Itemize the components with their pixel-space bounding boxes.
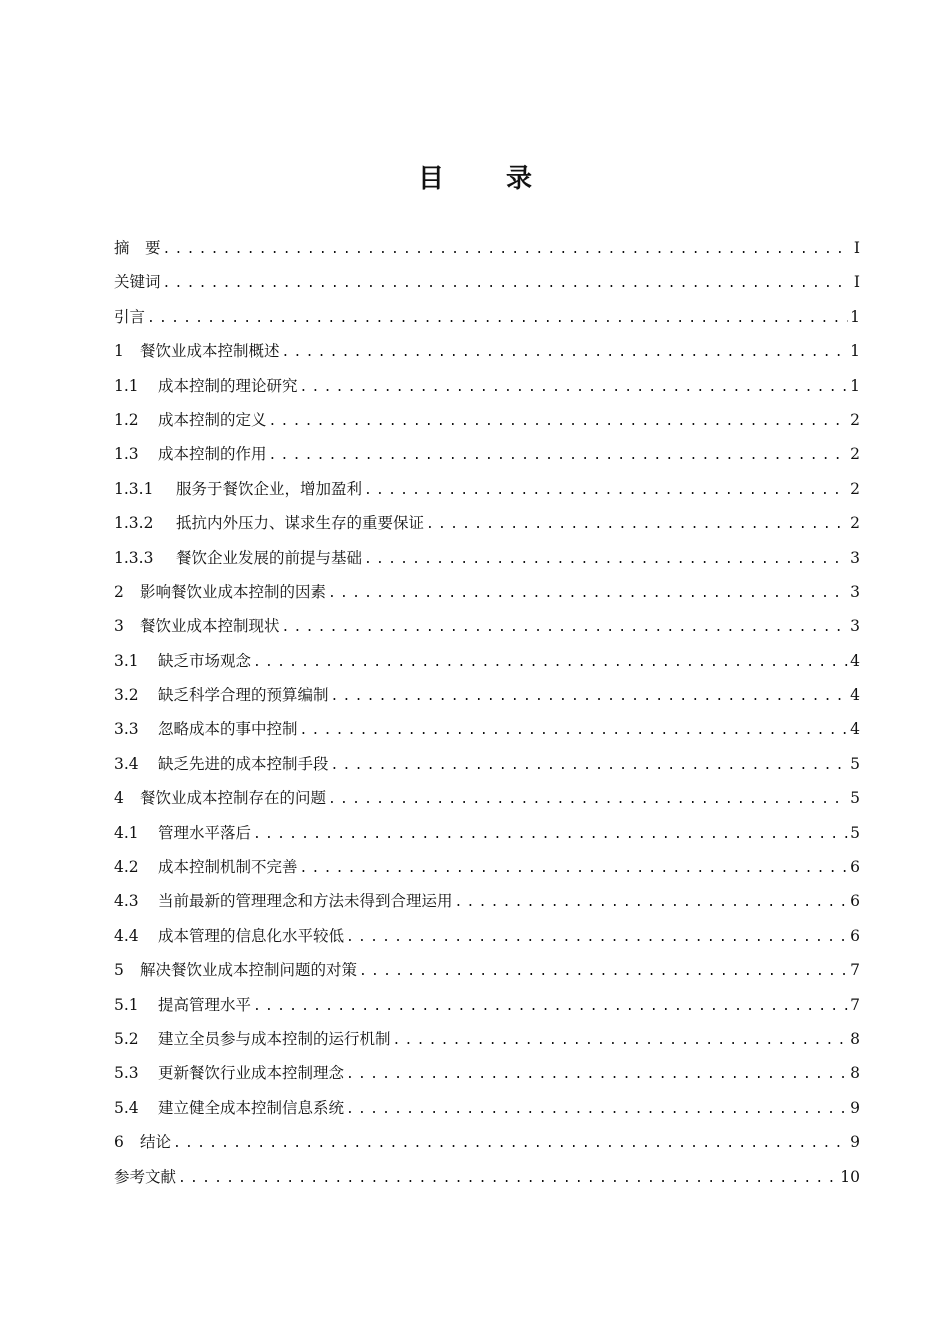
toc-entry-number: 6 bbox=[114, 1133, 124, 1152]
toc-entry-number: 1.3 bbox=[114, 445, 139, 464]
toc-entry-label: 成本管理的信息化水平较低 bbox=[158, 926, 345, 945]
toc-entry[interactable] bbox=[114, 747, 860, 781]
toc-entry-number: 1.2 bbox=[114, 410, 139, 429]
toc-entry[interactable] bbox=[114, 919, 860, 953]
toc-entry-page-number: 3 bbox=[850, 617, 860, 636]
toc-entry-label: 餐饮企业发展的前提与基础 bbox=[176, 548, 363, 567]
toc-entry-label: 当前最新的管理理念和方法未得到合理运用 bbox=[158, 892, 453, 911]
toc-entry-label: 餐饮业成本控制概述 bbox=[140, 342, 280, 361]
toc-entry-label: 建立全员参与成本控制的运行机制 bbox=[158, 1029, 391, 1048]
toc-entry-label: 忽略成本的事中控制 bbox=[158, 720, 298, 739]
toc-dot-leader bbox=[269, 405, 849, 439]
toc-entry-label: 成本控制机制不完善 bbox=[158, 858, 298, 877]
toc-entry[interactable] bbox=[114, 575, 860, 609]
toc-entry-number: 1.3.1 bbox=[114, 479, 154, 498]
toc-entry-page-number: 3 bbox=[850, 582, 860, 601]
toc-entry-label: 餐饮业成本控制存在的问题 bbox=[140, 789, 327, 808]
toc-entry-page-number: 2 bbox=[850, 514, 860, 533]
toc-entry-number: 4.1 bbox=[114, 823, 139, 842]
toc-entry-page-number: I bbox=[853, 273, 860, 292]
toc-entry-label: 管理水平落后 bbox=[158, 823, 252, 842]
toc-entry-label: 参考文献 bbox=[114, 1167, 177, 1186]
toc-entry-number: 3 bbox=[114, 617, 124, 636]
toc-entry[interactable] bbox=[114, 541, 860, 575]
toc-entry-page-number: I bbox=[853, 239, 860, 257]
toc-entry-label: 餐饮业成本控制现状 bbox=[140, 617, 280, 636]
toc-entry[interactable] bbox=[114, 1022, 860, 1056]
toc-dot-leader bbox=[300, 714, 849, 748]
toc-dot-leader bbox=[178, 1162, 838, 1196]
toc-dot-leader bbox=[346, 921, 848, 955]
toc-entry-number: 4.3 bbox=[114, 892, 139, 911]
toc-entry-number: 1 bbox=[114, 342, 124, 361]
toc-dot-leader bbox=[364, 474, 848, 508]
toc-entry-label: 关键词 bbox=[114, 273, 161, 292]
toc-entry[interactable] bbox=[114, 644, 860, 678]
toc-title bbox=[0, 157, 950, 201]
toc-entry-label: 解决餐饮业成本控制问题的对策 bbox=[140, 961, 358, 980]
toc-entry-number: 5.2 bbox=[114, 1029, 139, 1048]
toc-entry-number: 5.3 bbox=[114, 1064, 139, 1083]
toc-dot-leader bbox=[163, 233, 850, 267]
toc-entry[interactable] bbox=[114, 231, 860, 265]
toc-entry[interactable] bbox=[114, 1160, 860, 1194]
toc-entry-label: 缺乏先进的成本控制手段 bbox=[158, 754, 329, 773]
toc-entry-label: 结论 bbox=[140, 1133, 172, 1152]
toc-dot-leader bbox=[147, 302, 848, 336]
toc-entry-number: 5.1 bbox=[114, 995, 139, 1014]
toc-dot-leader bbox=[455, 886, 849, 920]
toc-dot-leader bbox=[328, 783, 848, 817]
toc-entry[interactable] bbox=[114, 334, 860, 368]
toc-dot-leader bbox=[173, 1127, 848, 1161]
toc-entry-page-number: 5 bbox=[850, 823, 860, 842]
toc-entry-page-number: 1 bbox=[850, 376, 860, 395]
toc-entry-page-number: 4 bbox=[850, 720, 860, 739]
toc-entry[interactable] bbox=[114, 816, 860, 850]
toc-dot-leader bbox=[393, 1024, 849, 1058]
toc-title-char-2: 录 bbox=[506, 164, 533, 195]
toc-entry[interactable] bbox=[114, 678, 860, 712]
toc-entry[interactable] bbox=[114, 884, 860, 918]
toc-entry[interactable] bbox=[114, 403, 860, 437]
toc-dot-leader bbox=[282, 611, 849, 645]
toc-dot-leader bbox=[331, 680, 849, 714]
toc-dot-leader bbox=[253, 990, 848, 1024]
toc-entry-label: 成本控制的作用 bbox=[158, 445, 267, 464]
toc-dot-leader bbox=[331, 749, 849, 783]
toc-entry-number: 1.1 bbox=[114, 376, 139, 395]
toc-dot-leader bbox=[269, 439, 849, 473]
toc-entry-number: 1.3.2 bbox=[114, 514, 154, 533]
toc-dot-leader bbox=[282, 336, 849, 370]
toc-title-char-1: 目 bbox=[417, 164, 444, 195]
toc-dot-leader bbox=[346, 1058, 848, 1092]
toc-entry-label: 建立健全成本控制信息系统 bbox=[158, 1098, 345, 1117]
toc-entry-label: 摘 要 bbox=[114, 239, 161, 257]
toc-entry-number: 4 bbox=[114, 789, 124, 808]
toc-dot-leader bbox=[163, 267, 850, 301]
toc-entry[interactable] bbox=[114, 712, 860, 746]
toc-entry[interactable] bbox=[114, 850, 860, 884]
toc-dot-leader bbox=[426, 508, 848, 542]
toc-entry[interactable] bbox=[114, 1091, 860, 1125]
toc-entry[interactable] bbox=[114, 265, 860, 299]
toc-dot-leader bbox=[346, 1093, 848, 1127]
toc-entry[interactable] bbox=[114, 369, 860, 403]
toc-entry-label: 引言 bbox=[114, 307, 146, 326]
toc-dot-leader bbox=[300, 371, 849, 405]
toc-entry-label: 成本控制的理论研究 bbox=[158, 376, 298, 395]
toc-entry-page-number: 3 bbox=[850, 548, 860, 567]
toc-dot-leader bbox=[364, 543, 848, 577]
toc-entry-page-number: 4 bbox=[850, 651, 860, 670]
toc-entry-page-number: 6 bbox=[850, 858, 860, 877]
toc-entry-label: 服务于餐饮企业，增加盈利 bbox=[176, 479, 363, 498]
toc-entry-page-number: 4 bbox=[850, 686, 860, 705]
toc-entry[interactable] bbox=[114, 472, 860, 506]
toc-entry-page-number: 9 bbox=[850, 1133, 860, 1152]
toc-entry-number: 3.1 bbox=[114, 651, 139, 670]
toc-entry[interactable] bbox=[114, 506, 860, 540]
toc-entry-page-number: 7 bbox=[850, 961, 860, 980]
toc-entry-label: 提高管理水平 bbox=[158, 995, 252, 1014]
toc-entry-page-number: 7 bbox=[850, 995, 860, 1014]
toc-dot-leader bbox=[300, 852, 849, 886]
toc-entry[interactable] bbox=[114, 300, 860, 334]
toc-entry-page-number: 2 bbox=[850, 445, 860, 464]
toc-entry-number: 5.4 bbox=[114, 1098, 139, 1117]
toc-entry-number: 3.2 bbox=[114, 686, 139, 705]
toc-dot-leader bbox=[328, 577, 848, 611]
toc-entry[interactable] bbox=[114, 1056, 860, 1090]
toc-entry-page-number: 10 bbox=[840, 1167, 860, 1186]
toc-entry-number: 1.3.3 bbox=[114, 548, 154, 567]
toc-dot-leader bbox=[359, 955, 848, 989]
toc-list bbox=[114, 231, 860, 1194]
toc-entry-number: 5 bbox=[114, 961, 124, 980]
toc-entry-page-number: 1 bbox=[850, 342, 860, 361]
toc-entry[interactable] bbox=[114, 437, 860, 471]
toc-entry-page-number: 1 bbox=[850, 307, 860, 326]
toc-entry-label: 缺乏科学合理的预算编制 bbox=[158, 686, 329, 705]
toc-entry-page-number: 6 bbox=[850, 892, 860, 911]
toc-dot-leader bbox=[253, 646, 848, 680]
toc-entry-label: 缺乏市场观念 bbox=[158, 651, 252, 670]
toc-entry-number: 3.4 bbox=[114, 754, 139, 773]
toc-entry-label: 抵抗内外压力、谋求生存的重要保证 bbox=[176, 514, 425, 533]
toc-entry-page-number: 9 bbox=[850, 1098, 860, 1117]
toc-entry[interactable] bbox=[114, 988, 860, 1022]
toc-entry[interactable] bbox=[114, 953, 860, 987]
toc-entry-page-number: 2 bbox=[850, 479, 860, 498]
toc-entry-page-number: 2 bbox=[850, 410, 860, 429]
toc-entry-label: 更新餐饮行业成本控制理念 bbox=[158, 1064, 345, 1083]
toc-entry-page-number: 5 bbox=[850, 754, 860, 773]
toc-entry-number: 4.2 bbox=[114, 858, 139, 877]
toc-entry-number: 4.4 bbox=[114, 926, 139, 945]
toc-entry[interactable] bbox=[114, 1125, 860, 1159]
toc-entry-number: 3.3 bbox=[114, 720, 139, 739]
toc-entry-number: 2 bbox=[114, 582, 124, 601]
toc-entry-page-number: 8 bbox=[850, 1064, 860, 1083]
toc-entry-page-number: 8 bbox=[850, 1029, 860, 1048]
toc-dot-leader bbox=[253, 818, 848, 852]
toc-entry-page-number: 5 bbox=[850, 789, 860, 808]
toc-entry-label: 成本控制的定义 bbox=[158, 410, 267, 429]
toc-entry[interactable] bbox=[114, 609, 860, 643]
toc-entry[interactable] bbox=[114, 781, 860, 815]
toc-entry-page-number: 6 bbox=[850, 926, 860, 945]
toc-entry-label: 影响餐饮业成本控制的因素 bbox=[140, 582, 327, 601]
